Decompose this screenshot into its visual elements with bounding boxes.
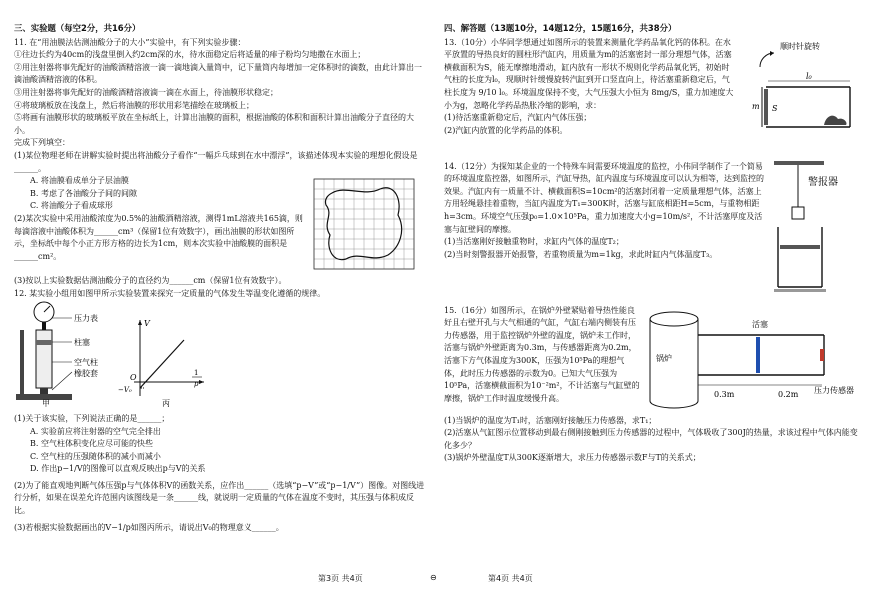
left-column [14,22,428,534]
section-header-solutions: 四、解答题（13题10分，14题12分，15题16分，共38分） [444,23,677,33]
q12-sub3: (3)若根据实验数据画出的V−1/p如图丙所示，请说出V₀的物理意义______。 [14,522,284,532]
piston-bar [756,337,760,373]
axis-label-origin: O [130,373,137,383]
oil-film-grid-figure [310,175,422,275]
label-piston: 柱塞 [74,338,90,348]
boiler-figure [644,305,858,415]
q15-sub1: (1)当锅炉的温度为T₁时，活塞刚好接触压力传感器，求T₁； [444,415,657,425]
q11-step-1: ①往边长约为40cm的浅盘里倒入约2cm深的水，待水面稳定后将适量的痱子粉均匀地撒在水面上； [14,50,366,60]
q13-sub1: (1)待活塞重新稳定后，汽缸内气体压强； [444,113,592,123]
axis-label-one: 1 [194,369,199,378]
rotating-cylinder-figure [740,37,858,157]
q11-step-3: ③用注射器将事先配好的油酸酒精溶液滴一滴在水面上，待油膜形状稳定； [14,87,278,97]
label-boiler: 锅炉 [656,353,672,363]
q14-text: 14.（12分）为探知某企业的一个特殊车间需要环境温度的监控，小伟同学制作了一个简易的环境温度监控器，如图所示，汽缸导热，缸内温度与环境温度可以认为相等，达到监控的效果。汽缸内有一质量不计、横截面积S=10cm²的活塞封闭着一定质量理想气体，活塞上方用轻绳悬挂着重物，当缸内温度为T₁=300K时，活塞与缸底相距H=5cm，与重物相距h=3cm。环境空气压强p₀=1.0×10⁵Pa，重力加速度大小g=10m/s²，不计活塞厚度及活塞与缸壁间的摩擦。 [444,161,764,234]
chemical-lump [824,115,847,124]
q14-sub1: (1)当活塞刚好接触重物时，求缸内气体的温度T₂； [444,237,624,247]
q12-option-b: B. 空气柱体积变化应尽可能的快些 [30,439,153,449]
q12-option-a: A. 实验前应将注射器的空气完全排出 [30,426,161,436]
q12-sub2: (2)为了能直观地判断气体压强p与气体体积V的函数关系，应作出______（选填“p−V”或“p−1/V”）图像。对图线进行分析，如果在误差允许范围内该图线是一条______线，就说明一定质量的气体在温度不变时，其压强与体积成反比。 [14,480,425,516]
right-column [444,22,859,465]
label-air-column: 空气柱 [74,358,98,368]
label-jia: 甲 [42,399,50,409]
label-clockwise: 顺时针旋转 [780,41,820,51]
footer-center-mark: ⊖ [430,573,437,582]
q11-option-a: A. 将油膜看成单分子层油膜 [30,176,129,186]
footer-page-right: 第4页 共4页 [488,574,533,583]
axis-label-v: V [144,319,150,329]
label-alarm: 警报器 [808,176,838,188]
q11-sub1: (1)某位物理老师在讲解实验时提出将油酸分子看作“一幅乒乓球到在水中漂浮”，该描述体现本实验的理想化假设是______。 [14,150,418,173]
alarm-cylinder-figure [768,161,858,301]
label-pressure-gauge: 压力表 [74,314,98,324]
label-distance-1: 0.3m [714,389,735,399]
q12-stem: 12. 某实验小组用如图甲所示实验装置来探究一定质量的气体发生等温变化遵循的规律。 [14,288,326,298]
footer-page-left: 第3页 共4页 [318,574,363,583]
q12-option-c: C. 空气柱的压强随体积的减小而减小 [30,451,161,461]
q13-text: 13.（10分）小华同学想通过如图所示的装置来测量化学药品氧化钙的体积。在水平放置的导热良好的圆柱形汽缸内，用质量为m的活塞密封一部分理想气体，活塞横截面积为S，能无摩擦地滑动，缸内放有一形状不规则化学药品氧化钙，初始时气柱的长度为l₀，现顺时针缓慢旋转汽缸到开口竖直向上，待活塞重新稳定后，气柱长度为 9/10 l₀。环境温度保持不变，大气压强大小恒为 8mg/S，重力加速度大小为g，忽略化学药品热胀冷缩的影响，求： [444,37,734,110]
syringe-apparatus-figure [14,300,214,408]
section-header-experiment: 三、实验题（每空2分，共16分） [14,23,141,33]
q15-sub2: (2)活塞从气缸图示位置移动到最右侧刚接触到压力传感器的过程中，气体吸收了300J的热量，求该过程中气体内能变化多少？ [444,428,858,450]
label-l0: l₀ [806,71,812,81]
q11-sub2: (2)某次实验中采用油酸浓度为0.5%的油酸酒精溶液，测得1mL溶液共165滴，则每滴溶液中油酸体积为______cm³（保留1位有效数字），画出油膜的形状如图所示，坐标纸中每个小正方形方格的边长为1cm，则本次实验中油酸膜的面积是______cm²。 [14,213,303,261]
label-bing: 丙 [162,399,170,409]
q11-complete: 完成下列填空： [14,138,70,148]
q13-sub2: (2)汽缸内放置的化学药品的体积。 [444,125,568,135]
q15-sub3: (3)锅炉外壁温度T从300K逐渐增大，求压力传感器示数F与T的关系式； [444,453,701,463]
label-sensor: 压力传感器 [814,385,854,395]
q11-option-c: C. 将油酸分子看成球形 [30,201,113,211]
q11-step-4: ④将玻璃板放在浅盘上，然后将油膜的形状用彩笔描绘在玻璃板上； [14,100,254,110]
q11-sub3: (3)按以上实验数据估测油酸分子的直径约为______cm（保留1位有效数字）。 [14,276,287,286]
label-piston: 活塞 [752,319,768,329]
label-mass: m [752,101,760,111]
label-distance-2: 0.2m [778,389,799,399]
axis-label-p: p [194,380,199,389]
q11-stem: 11. 在“用油膜法估测油酸分子的大小”实验中，有下列实验步骤： [14,37,246,47]
q15-text: 15.（16分）如图所示，在锅炉外壁紧贴着导热性能良好且右壁开孔与大气相通的气缸，气缸右端内侧装有压力传感器，用于监控锅炉外壁的温度，锅炉未工作时，活塞与锅炉外壁距离为0.3m，与传感器距离为0.2m，活塞下方气体温度为300K，压强为10⁵Pa的理想气体，此时压力传感器的示数为0。已知大气压强为10⁵Pa，活塞横截面积为10⁻²m²，不计活塞与气缸壁的摩擦，锅炉工作时温度缓慢升高。 [444,305,640,403]
q14-sub2: (2)当时刻警报器开始报警，若重物质量为m=1kg，求此时缸内气体温度T₃。 [444,249,718,259]
q12-option-d: D. 作出p−1/V的图像可以直观反映出p与V的关系 [30,464,206,474]
sensor-block [820,349,824,361]
q11-step-5: ⑤将画有油膜形状的玻璃板平放在坐标纸上，计算出油膜的面积，根据油酸的体积和面积计算出油酸分子直径的大小。 [14,113,414,135]
label-rubber-cap: 橡胶套 [74,369,98,379]
axis-label-v0: −V₀ [118,386,132,395]
q11-option-b: B. 考虑了各油酸分子间的间隙 [30,188,137,198]
q11-step-2: ②用注射器将事先配好的油酸酒精溶液一滴一滴地滴入量筒中，记下量筒内每增加一定体积时的滴数，由此计算出一滴油酸酒精溶液的体积。 [14,62,422,85]
label-area: S [772,103,778,113]
q12-sub1: (1)关于该实验，下列说法正确的是______； [14,413,170,423]
